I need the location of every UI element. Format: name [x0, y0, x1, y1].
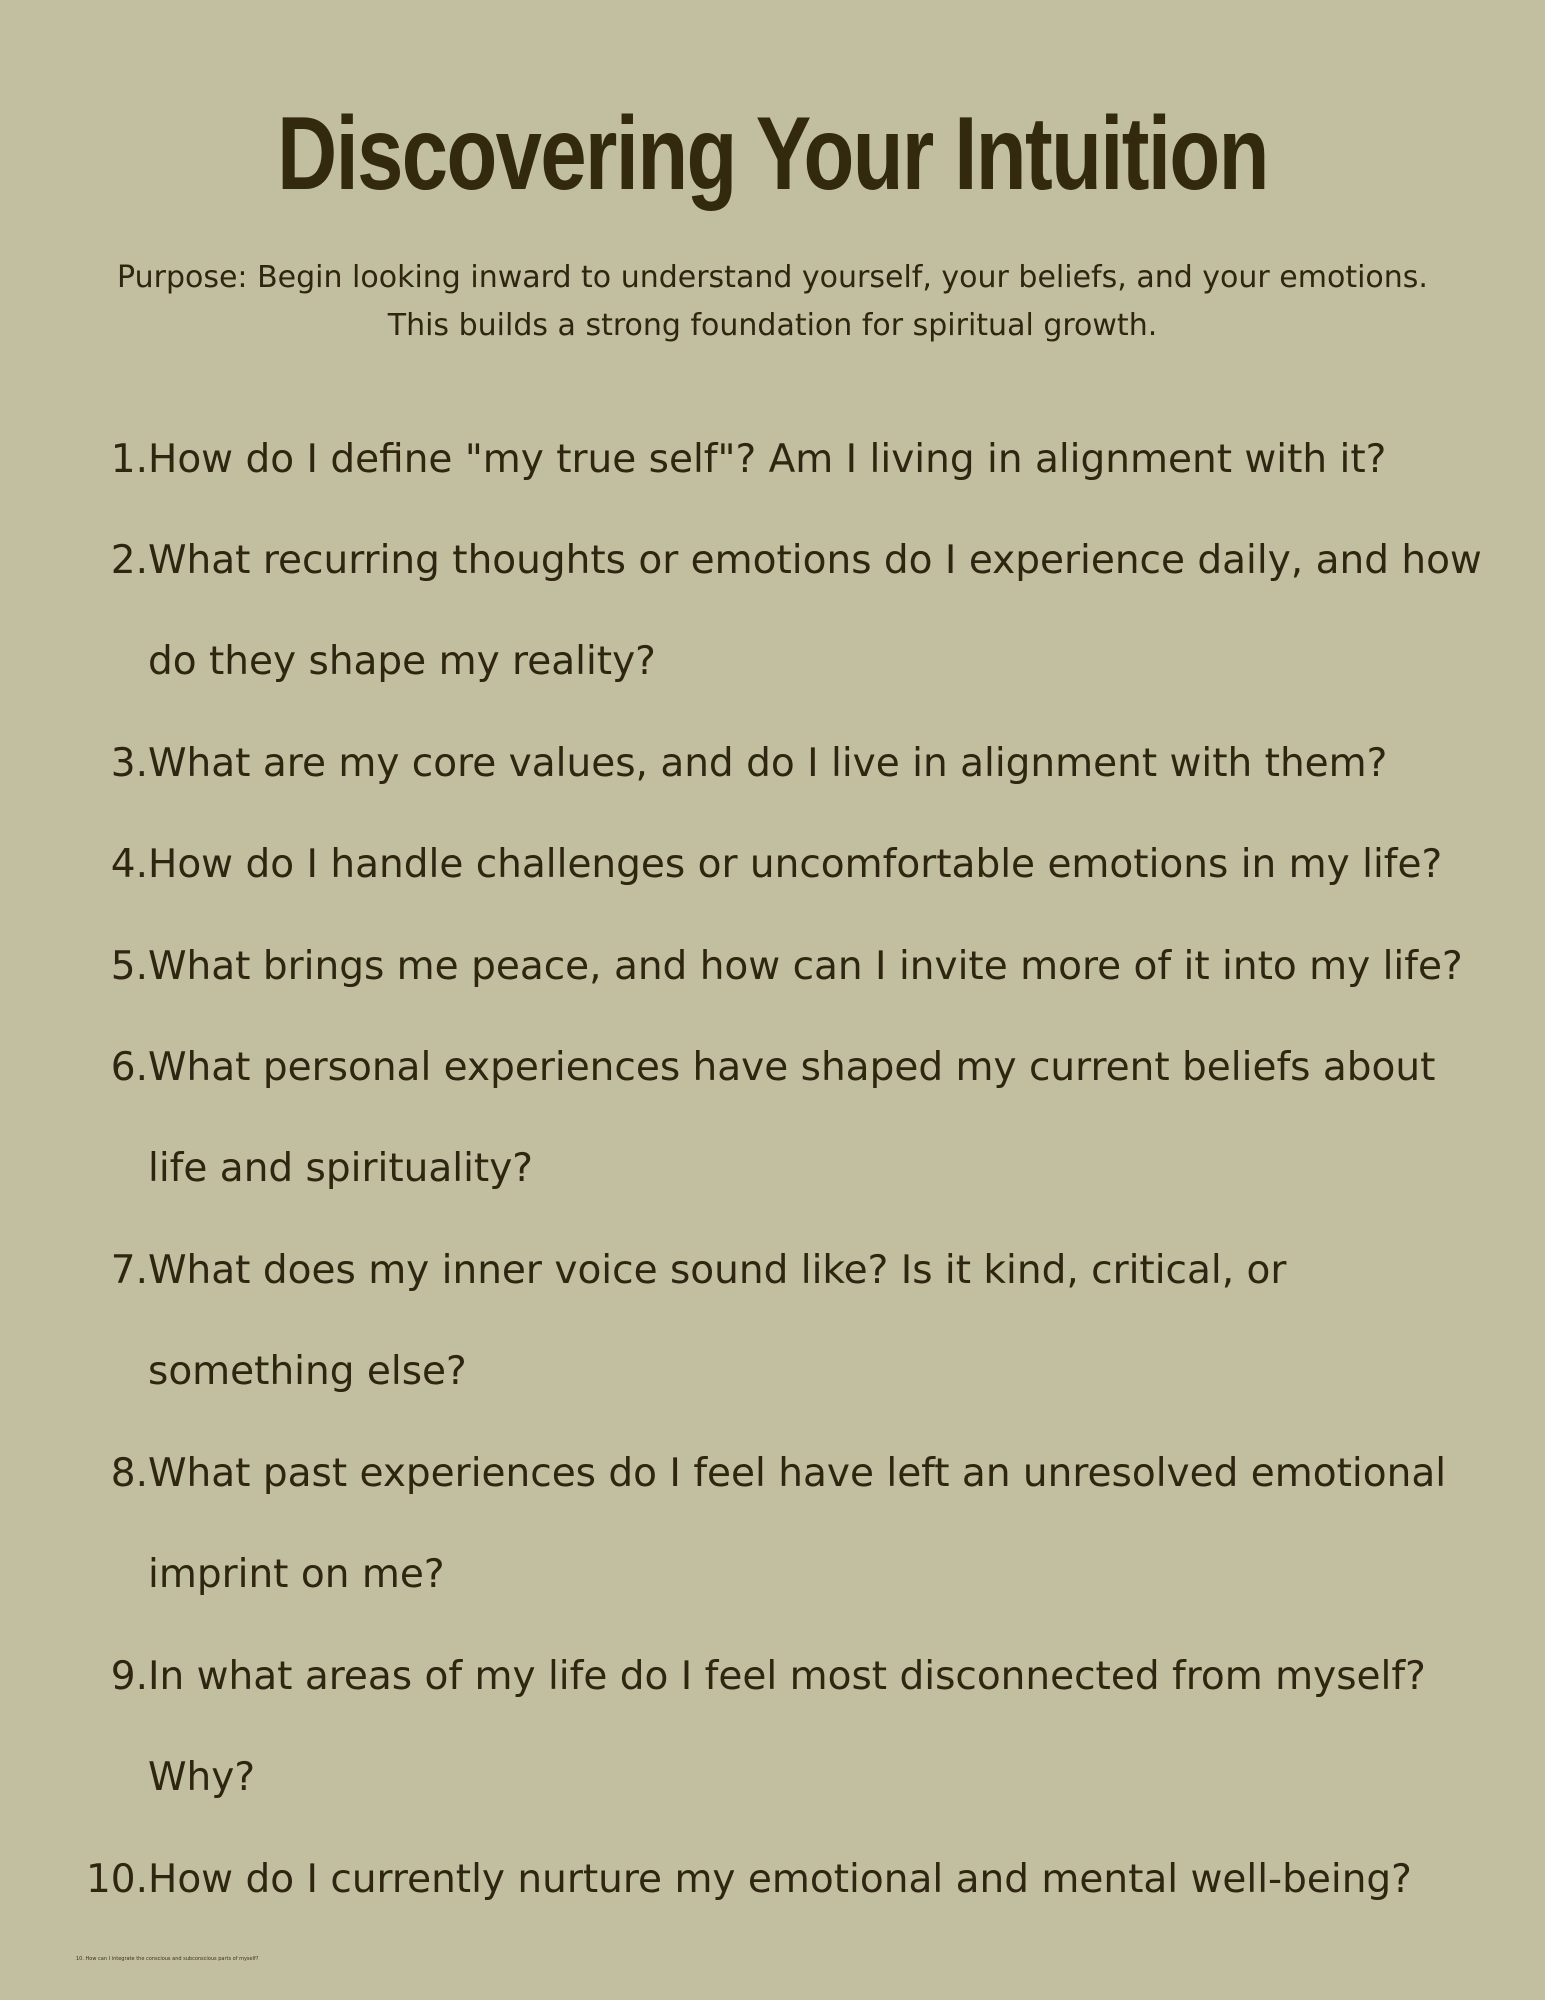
question-number: 2. — [110, 538, 148, 583]
question-number: 4. — [110, 842, 148, 887]
question-number: 7. — [110, 1248, 148, 1293]
question-text: In what areas of my life do I feel most disconnected from myself? Why? — [148, 1654, 1426, 1800]
question-number: 10. — [85, 1857, 148, 1902]
purpose-line-1: Purpose: Begin looking inward to understand yourself, your beliefs, and your emotions. — [117, 260, 1428, 295]
question-number: 9. — [110, 1654, 148, 1699]
page-title: Discovering Your Intuition — [277, 96, 1268, 212]
question-text: What recurring thoughts or emotions do I experience daily, and how do they shape my reality? — [148, 538, 1482, 684]
question-text: What does my inner voice sound like? Is it kind, critical, or something else? — [148, 1248, 1287, 1394]
question-number: 8. — [110, 1451, 148, 1496]
purpose-line-2: This builds a strong foundation for spiritual growth. — [387, 308, 1158, 343]
question-text: What past experiences do I feel have left an unresolved emotional imprint on me? — [148, 1451, 1447, 1597]
footer-note: 10. How can I integrate the conscious and subconscious parts of myself? — [76, 1956, 259, 1962]
question-number: 6. — [110, 1045, 148, 1090]
question-text: How do I define "my true self"? Am I living in alignment with it? — [148, 437, 1387, 482]
question-number: 5. — [110, 944, 148, 989]
question-text: How do I currently nurture my emotional and mental well-being? — [148, 1857, 1412, 1902]
question-text: What brings me peace, and how can I invite more of it into my life? — [148, 944, 1463, 989]
question-number: 1. — [110, 437, 148, 482]
question-text: How do I handle challenges or uncomfortable emotions in my life? — [148, 842, 1443, 887]
question-number: 3. — [110, 741, 148, 786]
question-text: What are my core values, and do I live in alignment with them? — [148, 741, 1388, 786]
question-text: What personal experiences have shaped my current beliefs about life and spirituality? — [148, 1045, 1436, 1191]
